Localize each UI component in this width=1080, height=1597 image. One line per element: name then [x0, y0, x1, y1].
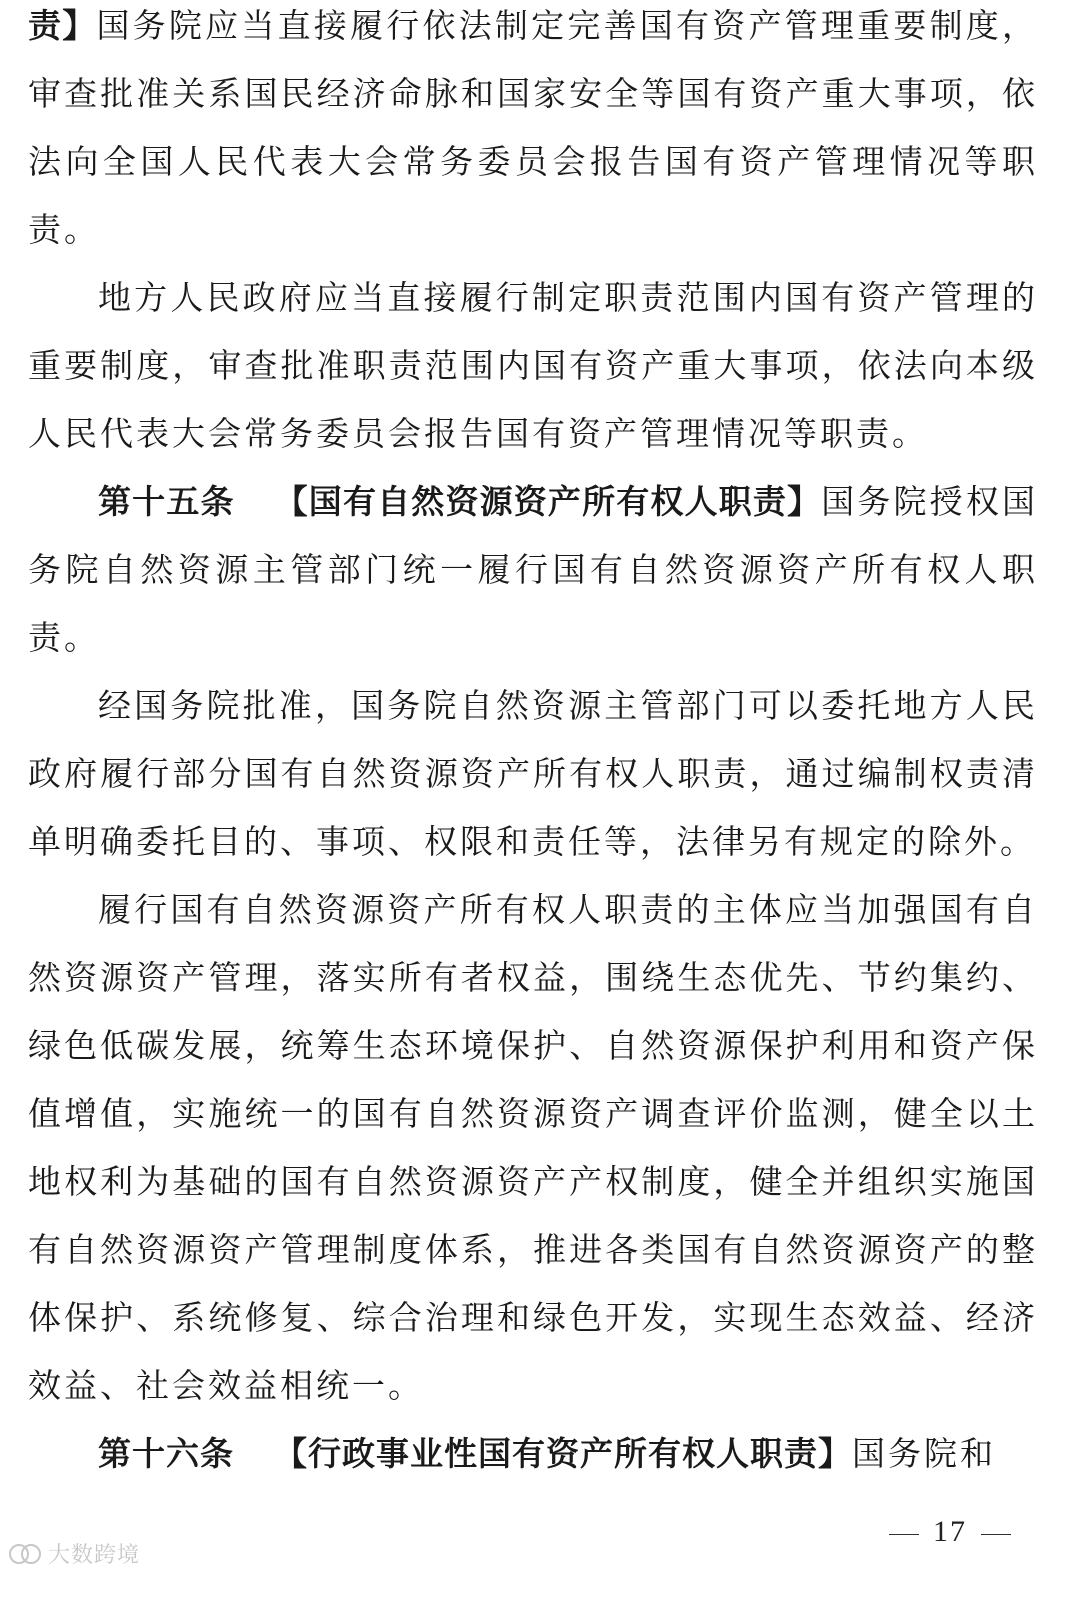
article-number: 第十六条 — [98, 1434, 234, 1473]
paragraph-local-government: 地方人民政府应当直接履行制定职责范围内国有资产管理的重要制度，审查批准职责范围内国有资产重大事项，依法向本级人民代表大会常务委员会报告国有资产管理情况等职责。 — [28, 278, 1038, 453]
page-number — [870, 1512, 1030, 1552]
article-title: 【行政事业性国有资产所有权人职责】 — [274, 1434, 852, 1473]
article-text: 国务院授权国务院自然资源主管部门统一履行国有自然资源资产所有权人职责。 — [28, 482, 1039, 657]
paragraph-continued — [28, 0, 1038, 264]
page-number-text: 17 — [933, 1515, 967, 1548]
bracket-fragment: 责】 — [28, 6, 97, 45]
article-title: 【国有自然资源资产所有权人职责】 — [274, 482, 822, 521]
watermark-logo-icon — [8, 1543, 42, 1565]
dash-left-icon — [889, 1534, 919, 1535]
article-15 — [28, 468, 1038, 672]
article-number: 第十五条 — [98, 482, 235, 521]
page-footer — [0, 1512, 1080, 1572]
document-page — [28, 0, 1038, 1488]
article-text: 国务院和 — [852, 1434, 996, 1473]
dash-right-icon — [981, 1534, 1011, 1535]
watermark — [8, 1538, 140, 1569]
article-16 — [28, 1420, 1038, 1488]
watermark-text: 大数跨境 — [48, 1543, 141, 1568]
paragraph-management: 履行国有自然资源资产所有权人职责的主体应当加强国有自然资源资产管理，落实所有者权益，围绕生态优先、节约集约、绿色低碳发展，统筹生态环境保护、自然资源保护利用和资产保值增值，实施统一的国有自然资源资产调查评价监测，健全以土地权利为基础的国有自然资源资产产权制度，健全并组织实施国有自然资源资产管理制度体系，推进各类国有自然资源资产的整体保护、系统修复、综合治理和绿色开发，实现生态效益、经济效益、社会效益相统一。 — [28, 890, 1038, 1405]
paragraph-delegation: 经国务院批准，国务院自然资源主管部门可以委托地方人民政府履行部分国有自然资源资产所有权人职责，通过编制权责清单明确委托目的、事项、权限和责任等，法律另有规定的除外。 — [28, 686, 1038, 861]
paragraph-text: 国务院应当直接履行依法制定完善国有资产管理重要制度，审查批准关系国民经济命脉和国家安全等国有资产重大事项，依法向全国人民代表大会常务委员会报告国有资产管理情况等职责。 — [28, 6, 1039, 249]
